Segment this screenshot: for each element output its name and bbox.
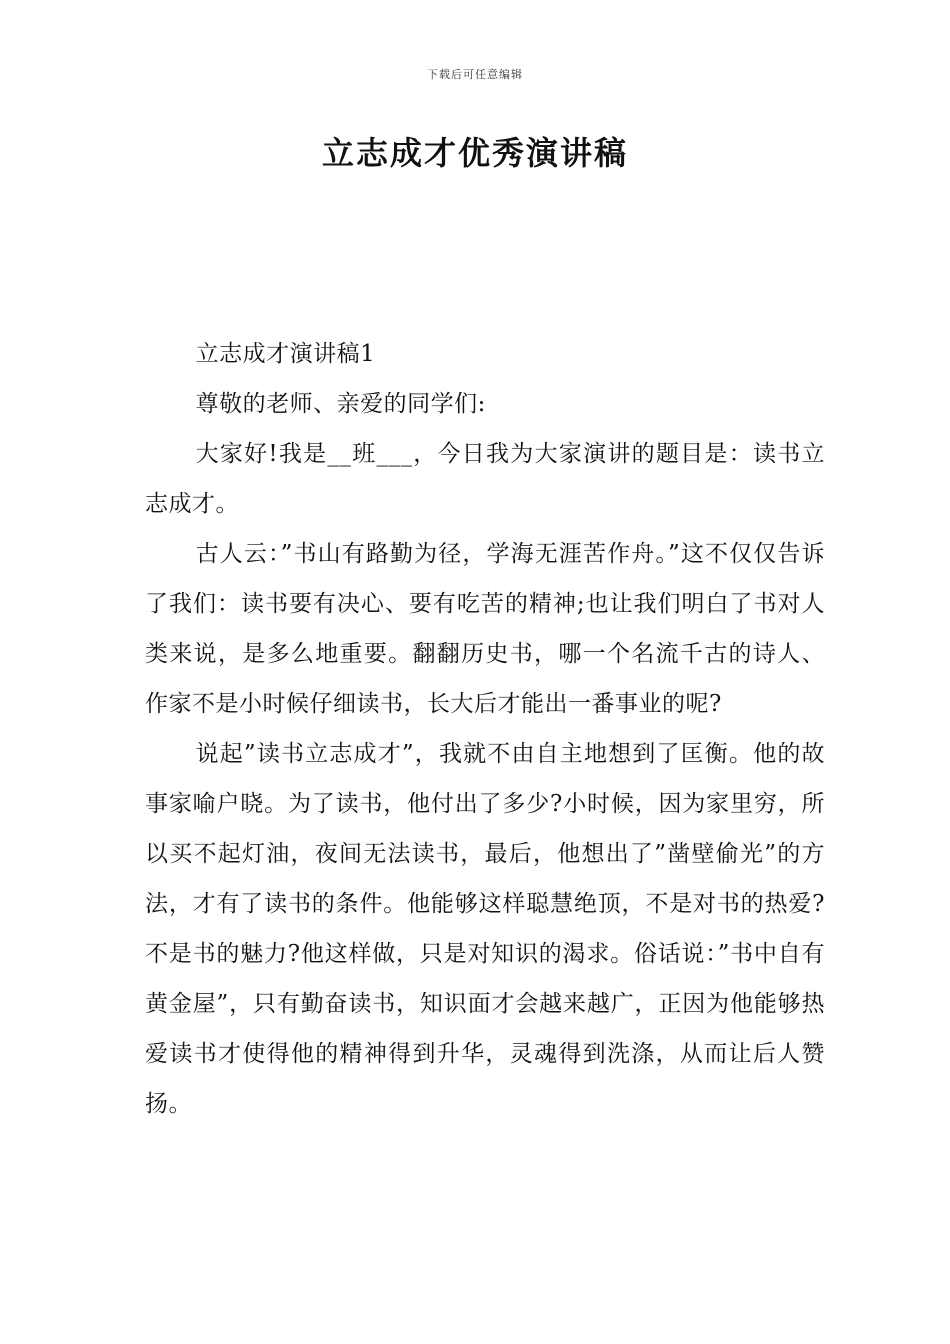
paragraph-kuang-heng: 说起”读书立志成才”，我就不由自主地想到了匡衡。他的故事家喻户晓。为了读书，他付出了多少?小时候，因为家里穷，所以买不起灯油，夜间无法读书，最后，他想出了”凿壁偷光”的方法，才有了读书的条件。他能够这样聪慧绝顶，不是对书的热爱?不是书的魅力?他这样做，只是对知识的渴求。俗话说：”书中自有黄金屋”，只有勤奋读书，知识面才会越来越广，正因为他能够热爱读书才使得他的精神得到升华，灵魂得到洗涤，从而让后人赞扬。 (145, 741, 825, 1117)
document-body (145, 329, 825, 1129)
paragraph-greeting: 尊敬的老师、亲爱的同学们: (195, 391, 486, 417)
header-note: 下载后可任意编辑 (427, 68, 523, 81)
paragraph-intro: 大家好!我是__班___，今日我为大家演讲的题目是：读书立志成才。 (145, 441, 825, 517)
paragraph-ancient-saying: 古人云：”书山有路勤为径，学海无涯苦作舟。”这不仅仅告诉了我们：读书要有决心、要有吃苦的精神;也让我们明白了书对人类来说，是多么地重要。翻翻历史书，哪一个名流千古的诗人、作家不是小时候仔细读书，长大后才能出一番事业的呢? (145, 541, 825, 717)
document-title: 立志成才优秀演讲稿 (321, 134, 628, 172)
paragraph-heading: 立志成才演讲稿1 (195, 341, 376, 367)
